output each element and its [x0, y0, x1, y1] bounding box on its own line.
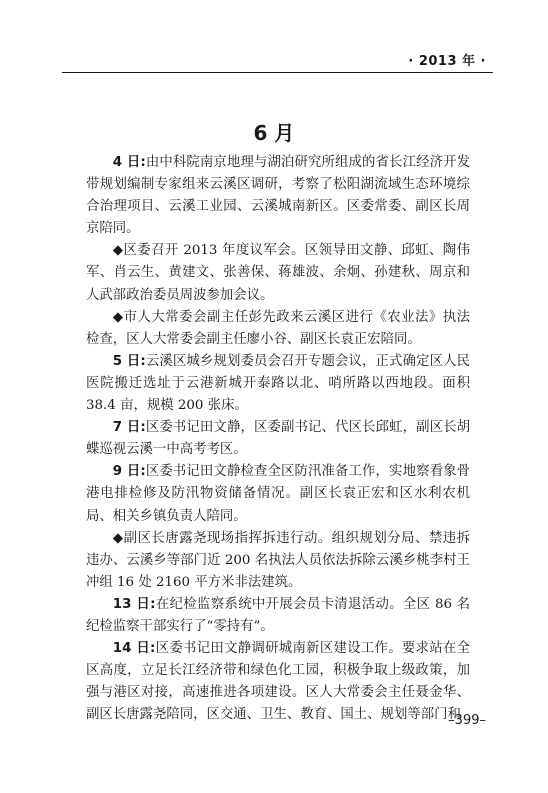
page-number: –399– [448, 713, 486, 728]
entry-item [86, 638, 470, 726]
entry-item [86, 240, 470, 306]
entry-date: 14 日: [112, 641, 156, 657]
entry-item [86, 152, 470, 240]
running-header-year: · 2013 年 · [408, 54, 486, 69]
entry-date: 7 日: [112, 420, 146, 436]
entry-item [86, 351, 470, 417]
entry-text: 云溪区城乡规划委员会召开专题会议，正式确定区人民医院搬迁选址于云港新城开泰路以北、哨所路以西地段。面积 38.4 亩，规模 200 张床。 [86, 353, 470, 414]
entry-text: ◆副区长唐露尧现场指挥拆违行动。组织规划分局、禁违拆违办、云溪乡等部门近 200 名执法人员依法拆除云溪乡桃李村王冲组 16 处 2160 平方米非法建筑。 [86, 530, 470, 590]
entry-text: 区委书记田文静检查全区防汛准备工作，实地察看象骨港电排检修及防汛物资储备情况。副区长袁正宏和区水利农机局、相关乡镇负责人陪同。 [86, 464, 470, 524]
chronicle-entries [86, 152, 470, 726]
entry-text: 在纪检监察系统中开展会员卡清退活动。全区 86 名纪检监察干部实行了“零持有”。 [86, 596, 470, 634]
entry-text: ◆市人大常委会副主任彭先政来云溪区进行《农业法》执法检查，区人大常委会副主任廖小谷、副区长袁正宏陪同。 [86, 309, 470, 347]
entry-date: 5 日: [112, 353, 146, 369]
entry-text: ◆区委召开 2013 年度议军会。区领导田文静、邱虹、陶伟军、肖云生、黄建文、张善保、蒋雄波、余炯、孙建秋、周京和人武部政治委员周波参加会议。 [86, 243, 470, 303]
entry-text: 区委书记田文静，区委副书记、代区长邱虹，副区长胡蝶巡视云溪一中高考考区。 [86, 420, 470, 458]
header-divider [62, 72, 493, 73]
entry-date: 4 日: [112, 155, 146, 170]
entry-text: 区委书记田文静调研城南新区建设工作。要求站在全区高度，立足长江经济带和绿色化工园，积极争取上级政策，加强与港区对接，高速推进各项建设。区人大常委会主任聂金华、副区长唐露尧陪同，区交通、卫生、教育、国土、规划等部门和 [86, 641, 471, 723]
entry-item [86, 461, 470, 527]
section-title: 6 月 [253, 121, 295, 145]
entry-date: 9 日: [112, 464, 146, 480]
entry-item [86, 417, 470, 461]
entry-date: 13 日: [112, 596, 156, 612]
entry-item [86, 594, 470, 638]
entry-item [86, 528, 470, 594]
entry-item [86, 307, 470, 351]
entry-text: 由中科院南京地理与湖泊研究所组成的省长江经济开发带规划编制专家组来云溪区调研，考察了松阳湖流域生态环境综合治理项目、云溪工业园、云溪城南新区。区委常委、副区长周京陪同。 [86, 155, 470, 237]
